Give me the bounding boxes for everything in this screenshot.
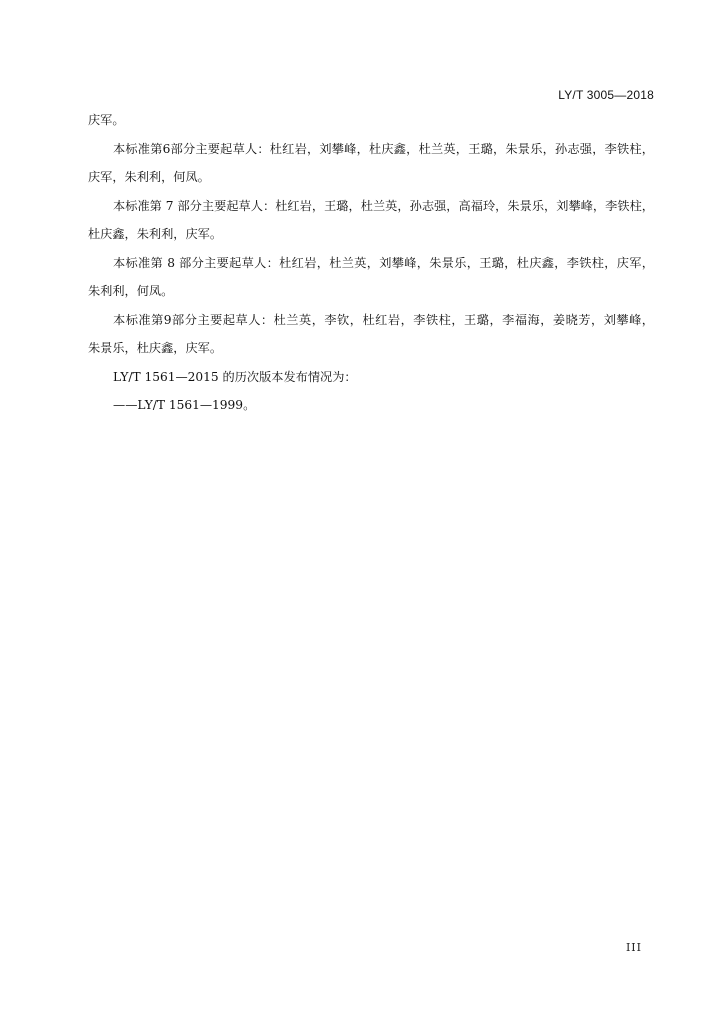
page-number: III [625, 941, 642, 954]
drafters-part-9: 本标准第9部分主要起草人：杜兰英，李钦，杜红岩，李铁柱，王璐，李福海，姜晓芳，刘攀峰， [113, 312, 654, 327]
standard-code-header: LY/T 3005—2018 [558, 88, 654, 102]
body-line: 庆军。 [88, 113, 125, 127]
body-line: 朱景乐，杜庆鑫，庆军。 [88, 341, 223, 355]
version-history-item: ——LY/T 1561—1999。 [113, 398, 256, 412]
drafters-part-8: 本标准第 8 部分主要起草人：杜红岩，杜兰英，刘攀峰，朱景乐，王璐，杜庆鑫，李铁柱，庆军， [113, 255, 654, 270]
drafters-part-6: 本标准第6部分主要起草人：杜红岩，刘攀峰，杜庆鑫，杜兰英，王璐，朱景乐，孙志强，李铁柱， [113, 141, 654, 156]
body-line: 庆军，朱利利，何凤。 [88, 170, 210, 184]
body-line: 杜庆鑫，朱利利，庆军。 [88, 227, 223, 241]
version-history-intro: LY/T 1561—2015 的历次版本发布情况为： [113, 369, 357, 384]
drafters-part-7: 本标准第 7 部分主要起草人：杜红岩，王璐，杜兰英，孙志强，高福玲，朱景乐，刘攀峰，李铁柱， [113, 198, 654, 213]
body-line: 朱利利，何凤。 [88, 284, 174, 298]
document-body [88, 106, 654, 420]
